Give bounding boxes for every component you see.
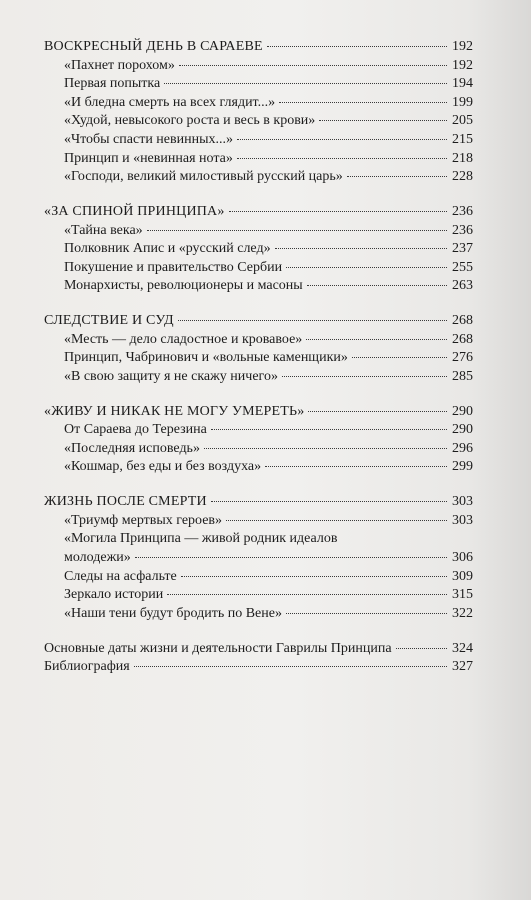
toc-chapter-heading	[44, 493, 473, 512]
page-number: 290	[452, 422, 473, 438]
toc-entry	[44, 440, 473, 459]
dot-leader	[286, 613, 447, 614]
entry-title: «Месть — дело сладостное и кровавое»	[64, 331, 303, 347]
toc-entry	[44, 222, 473, 241]
page-number: 296	[452, 440, 473, 456]
dot-leader	[396, 648, 447, 649]
toc-entry	[44, 240, 473, 259]
dot-leader	[211, 429, 447, 430]
page-number: 290	[452, 403, 473, 419]
dot-leader	[319, 120, 447, 121]
toc-section	[44, 38, 473, 187]
toc-entry	[44, 168, 473, 187]
page-number: 303	[452, 494, 473, 510]
chapter-title: ЖИЗНЬ ПОСЛЕ СМЕРТИ	[44, 494, 207, 510]
dot-leader	[204, 448, 447, 449]
dot-leader	[282, 376, 447, 377]
toc-chapter-heading	[44, 312, 473, 331]
chapter-title: «ЗА СПИНОЙ ПРИНЦИПА»	[44, 203, 225, 219]
toc-entry	[44, 150, 473, 169]
dot-leader	[237, 158, 447, 159]
toc-chapter-heading	[44, 203, 473, 222]
page-number: 255	[452, 259, 473, 275]
page-number: 236	[452, 203, 473, 219]
toc-entry	[44, 605, 473, 624]
page-number: 228	[452, 169, 473, 185]
entry-title: «Последняя исповедь»	[64, 440, 200, 456]
toc-entry	[44, 331, 473, 350]
page-number: 315	[452, 587, 473, 603]
entry-title: Полковник Апис и «русский след»	[64, 241, 271, 257]
entry-title: Первая попытка	[64, 76, 161, 92]
toc-appendix	[44, 640, 473, 677]
page-number: 218	[452, 150, 473, 166]
page-number: 215	[452, 131, 473, 147]
dot-leader	[275, 248, 447, 249]
entry-title: «Триумф мертвых героев»	[64, 512, 223, 528]
page-number: 303	[452, 512, 473, 528]
toc-entry	[44, 530, 473, 567]
entry-title: Покушение и правительство Сербии	[64, 259, 283, 275]
dot-leader	[347, 176, 447, 177]
entry-title: «Тайна века»	[64, 222, 143, 238]
page-number: 268	[452, 331, 473, 347]
toc-entry	[44, 277, 473, 296]
dot-leader	[265, 466, 447, 467]
dot-leader	[229, 211, 447, 212]
page-number: 309	[452, 568, 473, 584]
toc-section	[44, 312, 473, 386]
toc-entry	[44, 586, 473, 605]
toc-entry	[44, 112, 473, 131]
entry-title-line2-row	[64, 549, 473, 568]
entry-title: «Худой, невысокого роста и весь в крови»	[64, 113, 316, 129]
entry-title: «И бледна смерть на всех глядит...»	[64, 94, 276, 110]
page-number: 192	[452, 39, 473, 54]
entry-title-line1: «Могила Принципа — живой родник идеалов	[64, 531, 338, 547]
entry-title: «В свою защиту я не скажу ничего»	[64, 368, 278, 384]
toc-entry	[44, 640, 473, 659]
toc-section	[44, 203, 473, 296]
dot-leader	[179, 65, 447, 66]
toc-entry	[44, 57, 473, 76]
entry-title: «Кошмар, без еды и без воздуха»	[64, 459, 262, 475]
dot-leader	[211, 501, 447, 502]
entry-title: Зеркало истории	[64, 587, 164, 603]
page-number: 327	[452, 659, 473, 675]
dot-leader	[308, 411, 447, 412]
chapter-title: СЛЕДСТВИЕ И СУД	[44, 313, 174, 329]
dot-leader	[178, 320, 447, 321]
toc-section	[44, 493, 473, 623]
entry-title: Библиография	[44, 659, 130, 675]
dot-leader	[279, 102, 447, 103]
page-number: 324	[452, 640, 473, 656]
dot-leader	[286, 267, 447, 268]
dot-leader	[147, 230, 447, 231]
entry-title: Принцип, Чабринович и «вольные каменщики»	[64, 350, 348, 366]
page-number: 237	[452, 241, 473, 257]
page-number: 276	[452, 350, 473, 366]
toc-entry	[44, 421, 473, 440]
dot-leader	[237, 139, 447, 140]
entry-title: «Господи, великий милостивый русский царь»	[64, 169, 343, 185]
entry-title: «Наши тени будут бродить по Вене»	[64, 605, 282, 621]
dot-leader	[164, 83, 447, 84]
toc-section	[44, 403, 473, 477]
toc-entry	[44, 458, 473, 477]
toc-entry	[44, 131, 473, 150]
entry-title: «Чтобы спасти невинных...»	[64, 131, 234, 147]
page-number: 236	[452, 222, 473, 238]
toc-chapter-heading	[44, 38, 473, 57]
page-number: 306	[452, 550, 473, 565]
table-of-contents	[44, 38, 473, 693]
dot-leader	[306, 339, 447, 340]
page-number: 194	[452, 76, 473, 92]
toc-entry	[44, 75, 473, 94]
toc-entry	[44, 349, 473, 368]
dot-leader	[134, 666, 447, 667]
toc-entry	[44, 512, 473, 531]
dot-leader	[226, 520, 447, 521]
entry-title: Основные даты жизни и деятельности Гаврилы Принципа	[44, 640, 392, 656]
page-number: 285	[452, 368, 473, 384]
page-number: 299	[452, 459, 473, 475]
toc-entry	[44, 368, 473, 387]
toc-entry	[44, 568, 473, 587]
entry-title: «Пахнет порохом»	[64, 57, 175, 73]
chapter-title: ВОСКРЕСНЫЙ ДЕНЬ В САРАЕВЕ	[44, 39, 263, 54]
page-number: 322	[452, 605, 473, 621]
entry-title-line2: молодежи»	[64, 550, 131, 565]
page-number: 192	[452, 57, 473, 73]
toc-entry	[44, 658, 473, 677]
entry-title: Монархисты, революционеры и масоны	[64, 278, 303, 294]
dot-leader	[167, 594, 447, 595]
entry-title: От Сараева до Терезина	[64, 422, 207, 438]
dot-leader	[181, 576, 447, 577]
dot-leader	[267, 46, 447, 47]
entry-title: Принцип и «невинная нота»	[64, 150, 233, 166]
page-number: 205	[452, 113, 473, 129]
chapter-title: «ЖИВУ И НИКАК НЕ МОГУ УМЕРЕТЬ»	[44, 403, 305, 419]
page-number: 199	[452, 94, 473, 110]
toc-chapter-heading	[44, 403, 473, 422]
toc-entry	[44, 94, 473, 113]
toc-entry	[44, 259, 473, 278]
dot-leader	[352, 357, 447, 358]
page-number: 263	[452, 278, 473, 294]
dot-leader	[135, 557, 447, 558]
dot-leader	[307, 285, 447, 286]
page-number: 268	[452, 313, 473, 329]
entry-title: Следы на асфальте	[64, 568, 177, 584]
